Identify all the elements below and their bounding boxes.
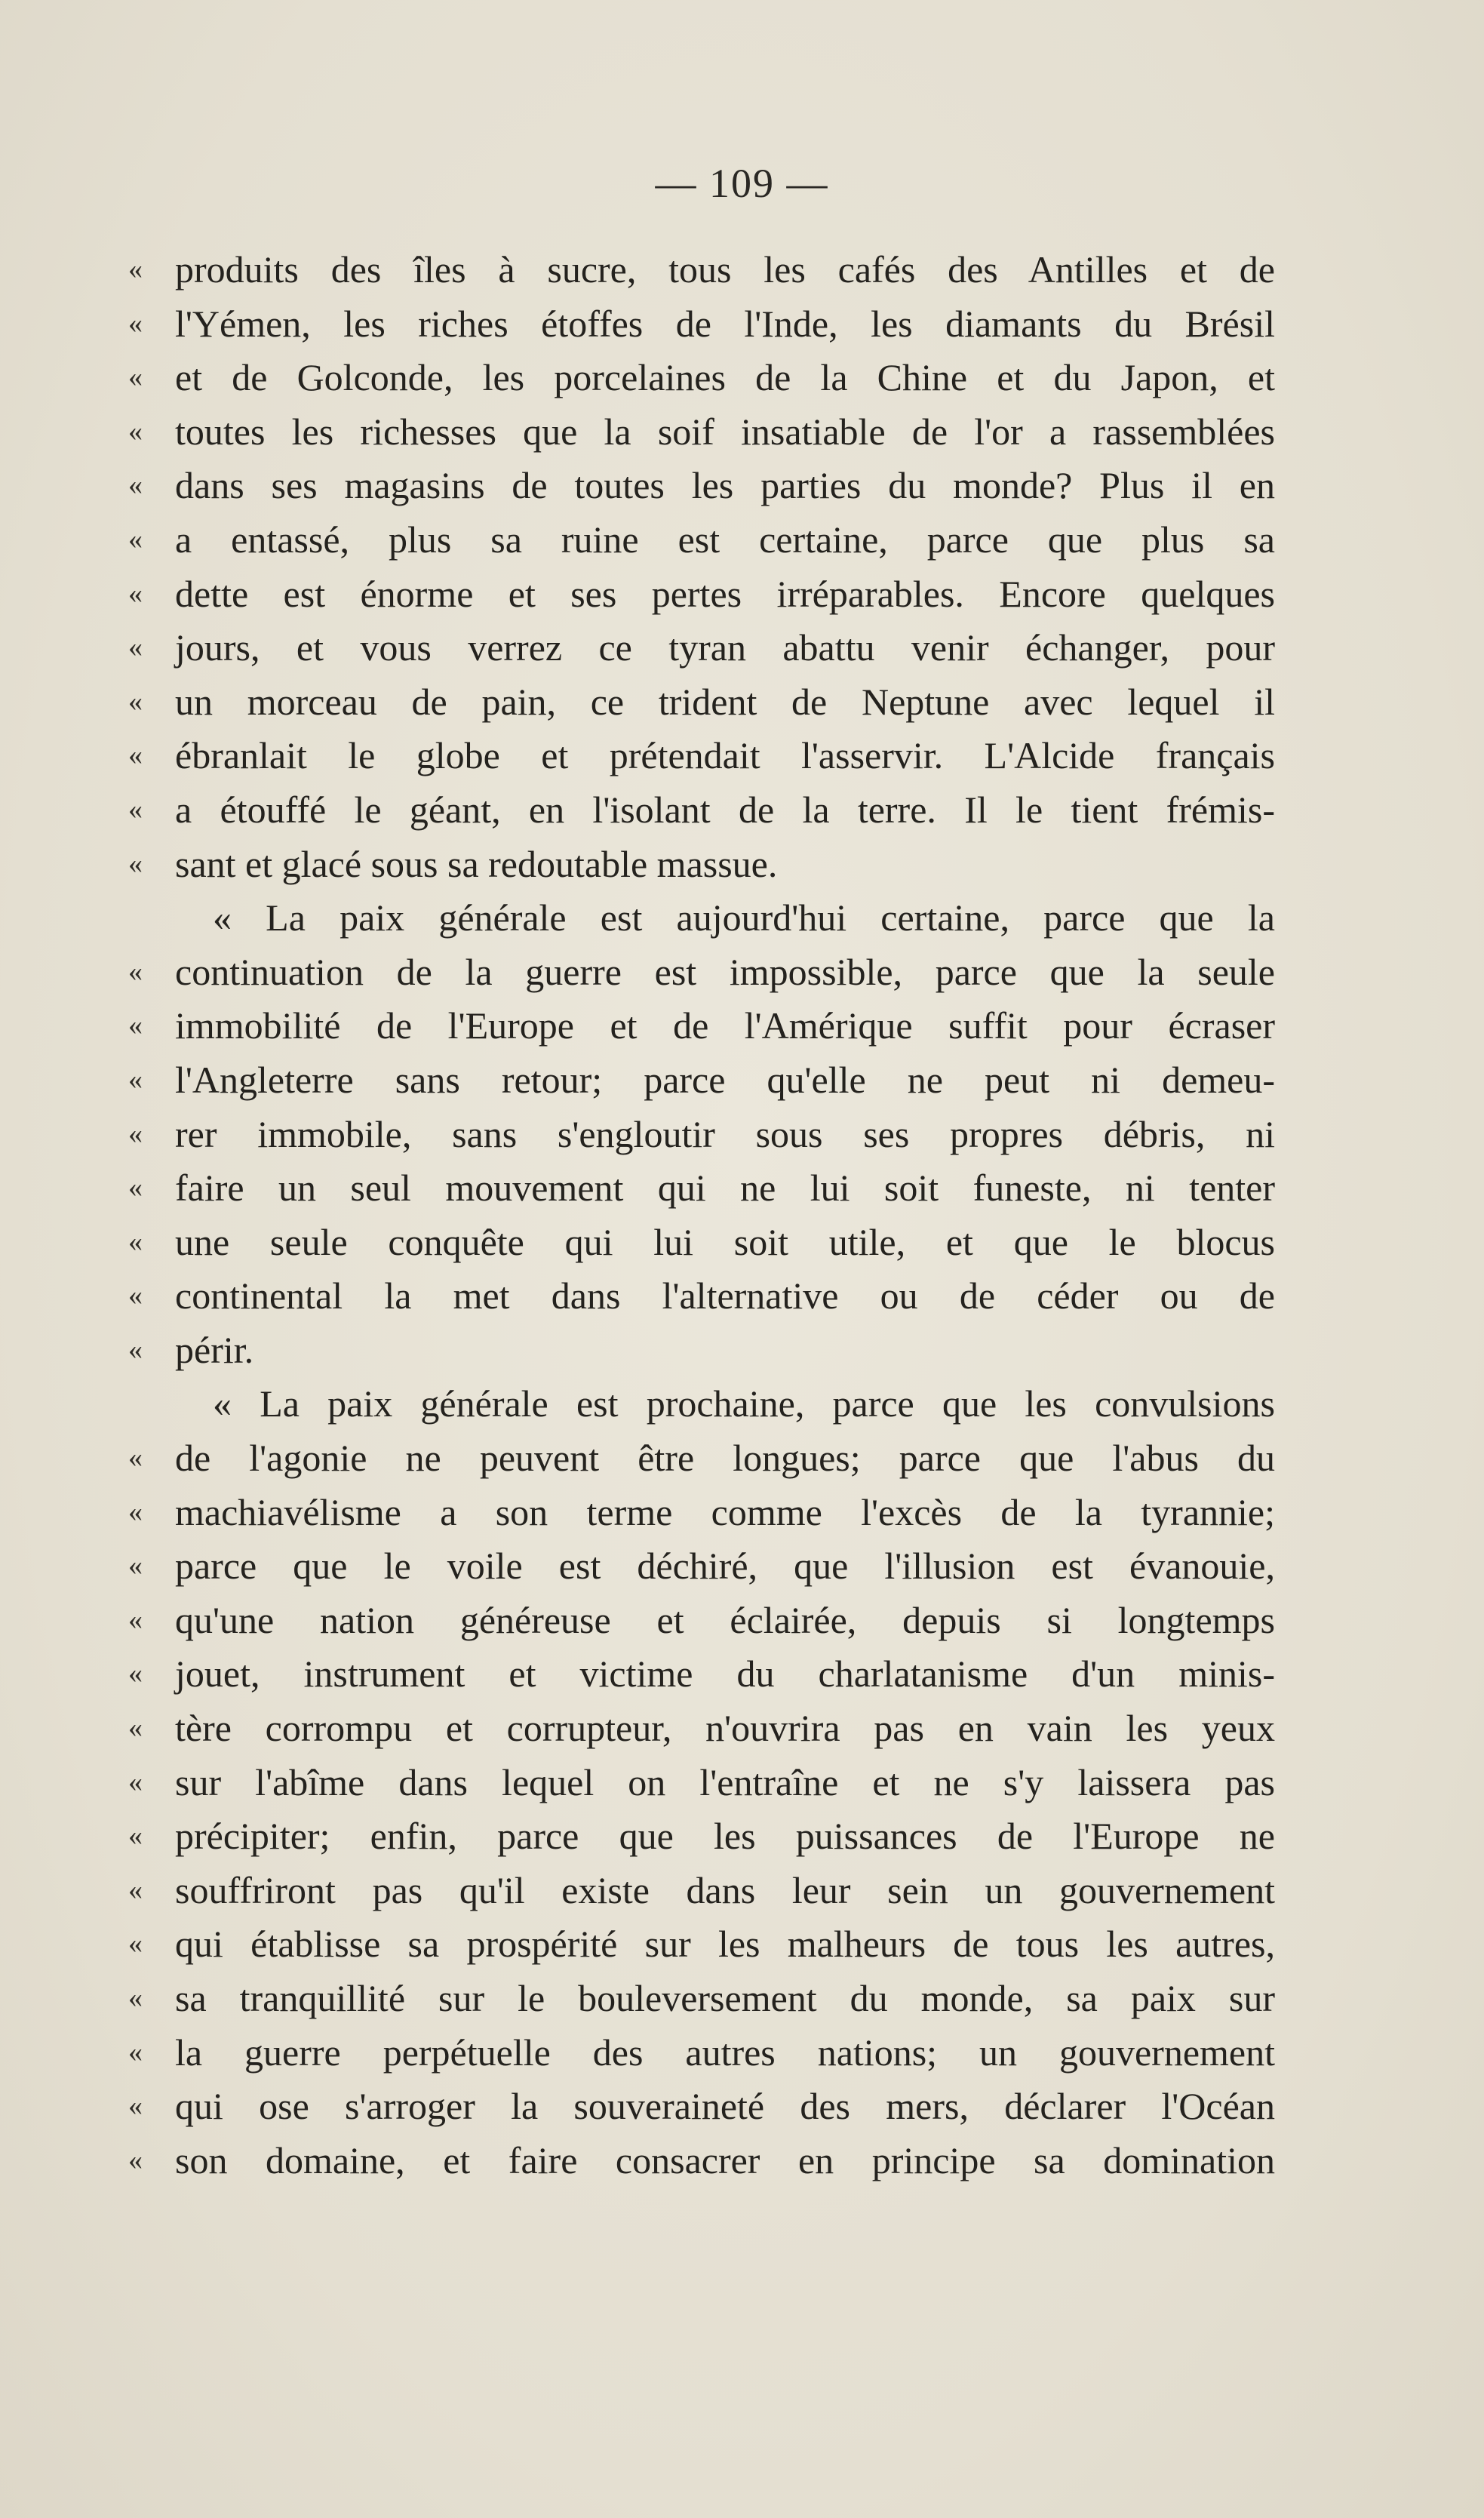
text-line [128,675,1275,730]
line-text: produits des îles à sucre, tous les cafés des Antilles et de [175,248,1275,291]
quote-mark: « [128,2090,143,2123]
line-text: jouet, instrument et victime du charlatanisme d'un minis- [175,1653,1275,1696]
quote-mark: « [128,1982,143,2014]
quote-mark: « [128,847,143,880]
quote-mark: « [128,1280,143,1312]
text-line [128,243,1275,297]
line-text: « La paix générale est aujourd'hui certaine, parce que la [213,896,1275,939]
line-text: de l'agonie ne peuvent être longues; parce que l'abus du [175,1437,1275,1480]
quote-mark: « [128,1874,143,1906]
line-text: l'Angleterre sans retour; parce qu'elle ne peut ni demeu- [175,1058,1275,1101]
line-text: sur l'abîme dans lequel on l'entraîne et ne s'y laissera pas [175,1760,1275,1803]
quote-mark: « [128,1172,143,1204]
line-text: un morceau de pain, ce trident de Neptune avec lequel il [175,680,1275,723]
line-text: rer immobile, sans s'engloutir sous ses propres débris, ni [175,1112,1275,1155]
line-text: immobilité de l'Europe et de l'Amérique suffit pour écraser [175,1004,1275,1047]
line-text: machiavélisme a son terme comme l'excès de la tyrannie; [175,1490,1275,1533]
quote-mark: « [128,2144,143,2176]
text-line [128,621,1275,675]
quote-mark: « [128,361,143,394]
text-line [128,1647,1275,1702]
line-text: et de Golconde, les porcelaines de la Chine et du Japon, et [175,356,1275,399]
text-line [128,1917,1275,1972]
line-text: continuation de la guerre est impossible, parce que la seule [175,950,1275,993]
text-line [128,567,1275,622]
line-text: toutes les richesses que la soif insatiable de l'or a rassemblées [175,410,1275,453]
quote-mark: « [128,793,143,825]
line-text: ébranlait le globe et prétendait l'asservir. L'Alcide français [175,734,1275,777]
line-text: la guerre perpétuelle des autres nations; un gouvernement [175,2031,1275,2074]
quote-mark: « [128,1712,143,1745]
quote-mark: « [128,469,143,502]
text-line [128,1972,1275,2026]
text-line [128,405,1275,460]
line-text: son domaine, et faire consacrer en principe sa domination [175,2138,1275,2181]
text-line [128,1539,1275,1594]
line-text: dans ses magasins de toutes les parties du monde? Plus il en [175,464,1275,507]
text-line [128,1594,1275,1648]
quote-mark: « [128,1118,143,1150]
quote-mark: « [128,739,143,772]
text-line [128,1161,1275,1216]
line-text: qu'une nation généreuse et éclairée, depuis si longtemps [175,1598,1275,1641]
quote-mark: « [128,307,143,340]
quote-mark: « [128,1550,143,1582]
body-text [128,243,1275,2187]
quote-mark: « [128,955,143,988]
text-line [128,513,1275,567]
quote-mark: « [128,685,143,718]
line-text: qui établisse sa prospérité sur les malheurs de tous les autres, [175,1923,1275,1966]
text-line [128,1377,1275,1431]
quote-mark: « [128,2036,143,2068]
line-text: souffriront pas qu'il existe dans leur sein un gouvernement [175,1868,1275,1911]
line-text: faire un seul mouvement qui ne lui soit funeste, ni tenter [175,1167,1275,1210]
line-text: a étouffé le géant, en l'isolant de la terre. Il le tient frémis- [175,788,1275,831]
quote-mark: « [128,1333,143,1366]
quote-mark: « [128,1603,143,1636]
line-text: sa tranquillité sur le bouleversement du monde, sa paix sur [175,1977,1275,2019]
page-number: — 109 — [655,161,829,206]
text-line [128,1108,1275,1162]
quote-mark: « [128,632,143,664]
quote-mark: « [128,1225,143,1258]
text-line [128,1702,1275,1756]
line-text: précipiter; enfin, parce que les puissances de l'Europe ne [175,1815,1275,1858]
quote-mark: « [128,1442,143,1474]
text-line [128,1269,1275,1324]
text-line [128,891,1275,945]
line-text: qui ose s'arroger la souveraineté des mers, déclarer l'Océan [175,2085,1275,2128]
text-line [128,1864,1275,1918]
text-line [128,2080,1275,2134]
text-line [128,2134,1275,2188]
line-text: dette est énorme et ses pertes irréparables. Encore quelques [175,572,1275,615]
text-line [128,1756,1275,1810]
quote-mark: « [128,1496,143,1528]
line-text: tère corrompu et corrupteur, n'ouvrira pas en vain les yeux [175,1707,1275,1750]
line-text: sant et glacé sous sa redoutable massue. [175,842,778,885]
quote-mark: « [128,577,143,610]
quote-mark: « [128,1010,143,1042]
text-line [128,838,1275,892]
line-text: une seule conquête qui lui soit utile, et que le blocus [175,1220,1275,1263]
line-text: a entassé, plus sa ruine est certaine, parce que plus sa [175,518,1275,561]
line-text: jours, et vous verrez ce tyran abattu venir échanger, pour [175,626,1275,669]
text-line [128,729,1275,783]
line-text: périr. [175,1328,254,1371]
text-line [128,945,1275,1000]
text-line [128,783,1275,838]
quote-mark: « [128,1820,143,1852]
quote-mark: « [128,1063,143,1096]
text-line [128,1486,1275,1540]
text-line [128,351,1275,405]
quote-mark: « [128,523,143,555]
line-text: continental la met dans l'alternative ou de céder ou de [175,1274,1275,1317]
text-line [128,297,1275,352]
text-line [128,1809,1275,1864]
line-text: l'Yémen, les riches étoffes de l'Inde, les diamants du Brésil [175,302,1275,345]
quote-mark: « [128,1766,143,1798]
text-line [128,1431,1275,1486]
text-line [128,1216,1275,1270]
text-line [128,1053,1275,1108]
quote-mark: « [128,1658,143,1690]
text-line [128,2026,1275,2080]
text-line [128,999,1275,1053]
quote-mark: « [128,415,143,447]
text-line [128,459,1275,513]
quote-mark: « [128,254,143,285]
quote-mark: « [128,1928,143,1960]
text-line [128,1324,1275,1378]
line-text: « La paix générale est prochaine, parce que les convulsions [213,1382,1275,1425]
line-text: parce que le voile est déchiré, que l'illusion est évanouie, [175,1545,1275,1588]
